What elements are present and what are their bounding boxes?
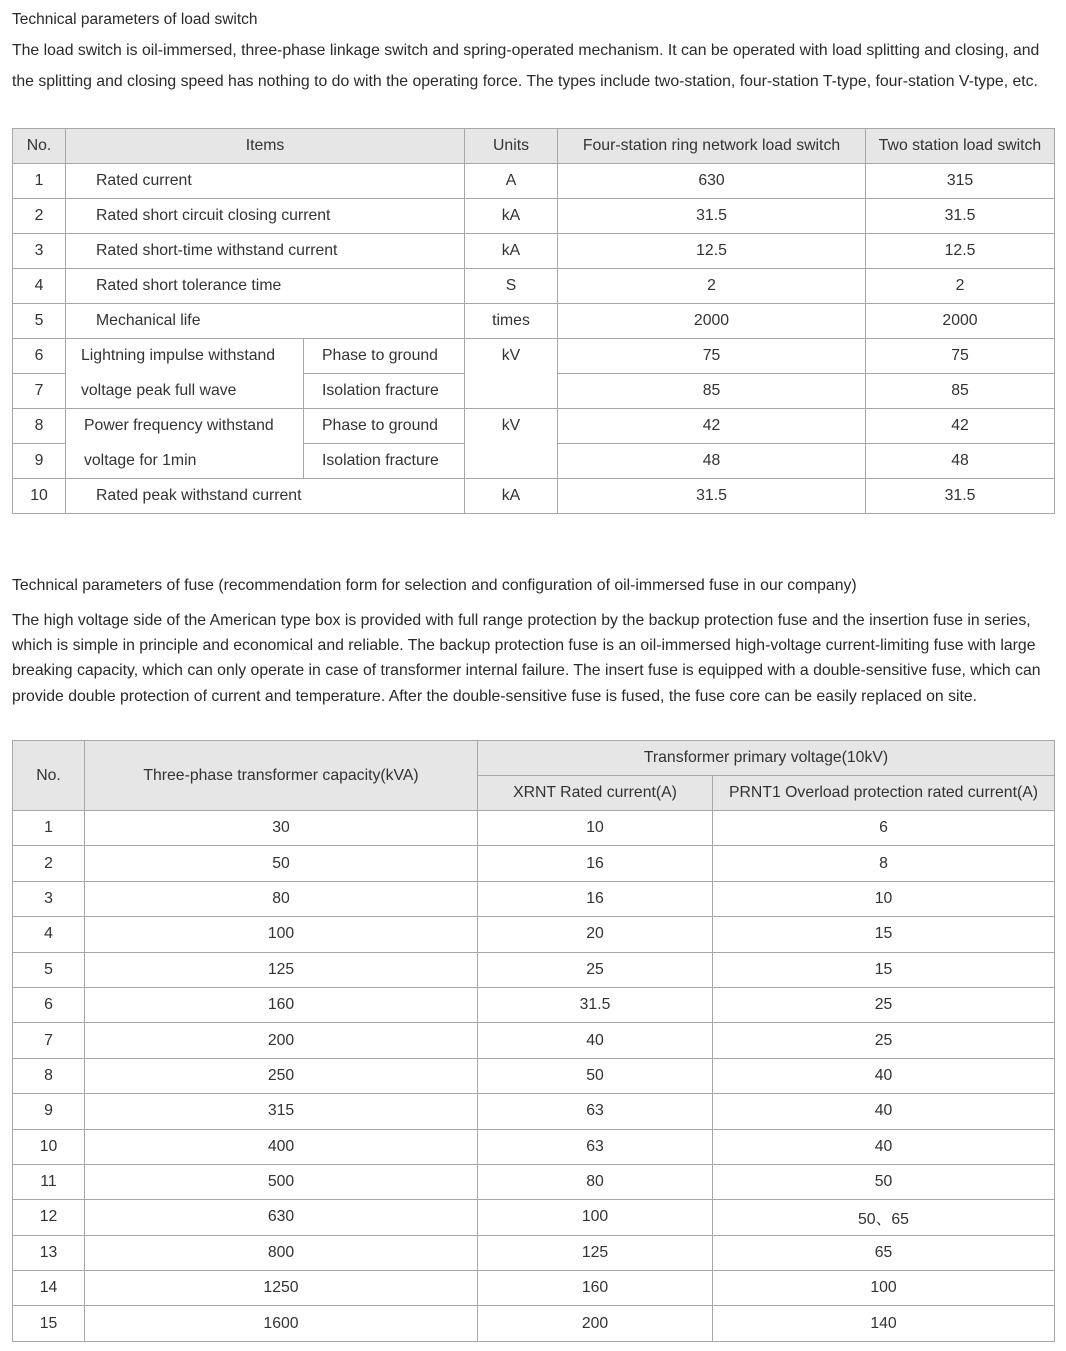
cell-capacity: 100 <box>85 917 478 952</box>
cell-unit: times <box>465 304 558 339</box>
header-primary-voltage: Transformer primary voltage(10kV) <box>478 741 1055 776</box>
table-row <box>13 374 1055 409</box>
table-header-row <box>13 129 1055 164</box>
cell-unit: kA <box>465 199 558 234</box>
cell-two-station: 2000 <box>866 304 1055 339</box>
cell-four-station: 31.5 <box>558 479 866 514</box>
cell-subitem: Phase to ground <box>304 339 465 374</box>
cell-prnt: 40 <box>713 1129 1055 1164</box>
fuse-description: The high voltage side of the American type box is provided with full range protection by the backup protection fuse and the insertion fuse in series, which is simple in principle and economical and reliable. The backup protection fuse is an oil-immersed high-voltage current-limiting fuse with large breaking capacity, which can only operate in case of transformer internal failure. The insert fuse is equipped with a double-sensitive fuse, which can provide double protection of current and temperature. After the double-sensitive fuse is fused, the fuse core can be easily replaced on site. <box>12 612 1041 705</box>
cell-no: 10 <box>13 479 66 514</box>
cell-xrnt: 16 <box>478 881 713 916</box>
header-no: No. <box>13 741 85 811</box>
cell-prnt: 65 <box>713 1235 1055 1270</box>
table-row <box>13 1271 1055 1306</box>
cell-capacity: 30 <box>85 811 478 846</box>
cell-four-station: 12.5 <box>558 234 866 269</box>
cell-capacity: 250 <box>85 1058 478 1093</box>
cell-capacity: 125 <box>85 952 478 987</box>
table-row <box>13 1235 1055 1270</box>
cell-no: 2 <box>13 846 85 881</box>
header-four-station: Four-station ring network load switch <box>558 129 866 164</box>
table-row <box>13 199 1055 234</box>
table-row <box>13 1058 1055 1093</box>
cell-capacity: 80 <box>85 881 478 916</box>
cell-item: Power frequency withstand <box>66 409 304 444</box>
cell-no: 4 <box>13 269 66 304</box>
cell-xrnt: 160 <box>478 1271 713 1306</box>
table-row <box>13 1306 1055 1341</box>
cell-unit <box>465 444 558 479</box>
cell-two-station: 31.5 <box>866 199 1055 234</box>
cell-prnt: 40 <box>713 1094 1055 1129</box>
cell-two-station: 2 <box>866 269 1055 304</box>
cell-item: Rated short-time withstand current <box>66 234 465 269</box>
cell-four-station: 85 <box>558 374 866 409</box>
cell-no: 14 <box>13 1271 85 1306</box>
cell-item: Rated short tolerance time <box>66 269 465 304</box>
cell-unit: kV <box>465 409 558 444</box>
cell-xrnt: 25 <box>478 952 713 987</box>
cell-no: 10 <box>13 1129 85 1164</box>
cell-no: 2 <box>13 199 66 234</box>
table-row <box>13 881 1055 916</box>
cell-unit: kA <box>465 234 558 269</box>
cell-two-station: 31.5 <box>866 479 1055 514</box>
cell-no: 9 <box>13 444 66 479</box>
cell-prnt: 15 <box>713 952 1055 987</box>
table-row <box>13 917 1055 952</box>
table-row <box>13 304 1055 339</box>
cell-prnt: 100 <box>713 1271 1055 1306</box>
table-row <box>13 339 1055 374</box>
cell-two-station: 85 <box>866 374 1055 409</box>
cell-item: voltage for 1min <box>66 444 304 479</box>
cell-no: 6 <box>13 987 85 1022</box>
table-row <box>13 1129 1055 1164</box>
cell-no: 1 <box>13 811 85 846</box>
cell-prnt: 15 <box>713 917 1055 952</box>
table-row <box>13 952 1055 987</box>
cell-two-station: 12.5 <box>866 234 1055 269</box>
header-no: No. <box>13 129 66 164</box>
cell-no: 8 <box>13 409 66 444</box>
table-row <box>13 479 1055 514</box>
cell-capacity: 630 <box>85 1200 478 1235</box>
cell-unit: kA <box>465 479 558 514</box>
cell-no: 13 <box>13 1235 85 1270</box>
cell-xrnt: 63 <box>478 1129 713 1164</box>
cell-unit: A <box>465 164 558 199</box>
cell-no: 7 <box>13 374 66 409</box>
cell-prnt: 8 <box>713 846 1055 881</box>
header-xrnt: XRNT Rated current(A) <box>478 776 713 811</box>
cell-capacity: 160 <box>85 987 478 1022</box>
cell-no: 3 <box>13 881 85 916</box>
cell-subitem: Isolation fracture <box>304 444 465 479</box>
cell-xrnt: 63 <box>478 1094 713 1129</box>
cell-item: Lightning impulse withstand <box>66 339 304 374</box>
table-row <box>13 1200 1055 1235</box>
table-row <box>13 811 1055 846</box>
cell-item: Rated short circuit closing current <box>66 199 465 234</box>
table-row <box>13 269 1055 304</box>
cell-prnt: 25 <box>713 987 1055 1022</box>
cell-item: Rated peak withstand current <box>66 479 465 514</box>
cell-no: 3 <box>13 234 66 269</box>
cell-four-station: 75 <box>558 339 866 374</box>
cell-prnt: 25 <box>713 1023 1055 1058</box>
cell-no: 5 <box>13 304 66 339</box>
cell-prnt: 6 <box>713 811 1055 846</box>
cell-four-station: 2 <box>558 269 866 304</box>
cell-capacity: 315 <box>85 1094 478 1129</box>
table-header-row <box>13 741 1055 776</box>
cell-prnt: 50、65 <box>713 1200 1055 1235</box>
cell-two-station: 42 <box>866 409 1055 444</box>
cell-no: 8 <box>13 1058 85 1093</box>
cell-xrnt: 40 <box>478 1023 713 1058</box>
cell-four-station: 2000 <box>558 304 866 339</box>
cell-no: 9 <box>13 1094 85 1129</box>
cell-prnt: 140 <box>713 1306 1055 1341</box>
cell-four-station: 31.5 <box>558 199 866 234</box>
table-row <box>13 409 1055 444</box>
cell-xrnt: 10 <box>478 811 713 846</box>
load-switch-section-title: Technical parameters of load switch <box>12 11 258 28</box>
cell-no: 11 <box>13 1164 85 1199</box>
cell-prnt: 50 <box>713 1164 1055 1199</box>
cell-two-station: 315 <box>866 164 1055 199</box>
cell-xrnt: 200 <box>478 1306 713 1341</box>
table-row <box>13 164 1055 199</box>
cell-capacity: 400 <box>85 1129 478 1164</box>
load-switch-parameters-table <box>12 128 1055 514</box>
cell-no: 5 <box>13 952 85 987</box>
cell-two-station: 75 <box>866 339 1055 374</box>
table-row <box>13 1023 1055 1058</box>
cell-subitem: Isolation fracture <box>304 374 465 409</box>
header-units: Units <box>465 129 558 164</box>
cell-no: 1 <box>13 164 66 199</box>
table-row <box>13 234 1055 269</box>
cell-four-station: 42 <box>558 409 866 444</box>
cell-capacity: 1250 <box>85 1271 478 1306</box>
cell-capacity: 1600 <box>85 1306 478 1341</box>
cell-xrnt: 80 <box>478 1164 713 1199</box>
header-capacity: Three-phase transformer capacity(kVA) <box>85 741 478 811</box>
cell-xrnt: 50 <box>478 1058 713 1093</box>
cell-no: 4 <box>13 917 85 952</box>
cell-no: 6 <box>13 339 66 374</box>
cell-item: Rated current <box>66 164 465 199</box>
cell-unit <box>465 374 558 409</box>
cell-item: voltage peak full wave <box>66 374 304 409</box>
cell-no: 12 <box>13 1200 85 1235</box>
table-row <box>13 1164 1055 1199</box>
cell-xrnt: 125 <box>478 1235 713 1270</box>
cell-prnt: 40 <box>713 1058 1055 1093</box>
cell-xrnt: 100 <box>478 1200 713 1235</box>
cell-xrnt: 16 <box>478 846 713 881</box>
header-two-station: Two station load switch <box>866 129 1055 164</box>
cell-four-station: 48 <box>558 444 866 479</box>
header-prnt: PRNT1 Overload protection rated current(A) <box>713 776 1055 811</box>
fuse-section-title: Technical parameters of fuse (recommendation form for selection and configuration of oil-immersed fuse in our company) <box>12 577 857 594</box>
cell-capacity: 50 <box>85 846 478 881</box>
cell-capacity: 800 <box>85 1235 478 1270</box>
header-items: Items <box>66 129 465 164</box>
cell-prnt: 10 <box>713 881 1055 916</box>
table-row <box>13 987 1055 1022</box>
load-switch-description: The load switch is oil-immersed, three-phase linkage switch and spring-operated mechanism. It can be operated with load splitting and closing, and the splitting and closing speed has nothing to do with the operating force. The types include two-station, four-station T-type, four-station V-type, etc. <box>12 42 1040 90</box>
cell-unit: S <box>465 269 558 304</box>
cell-four-station: 630 <box>558 164 866 199</box>
table-row <box>13 1094 1055 1129</box>
cell-subitem: Phase to ground <box>304 409 465 444</box>
cell-item: Mechanical life <box>66 304 465 339</box>
cell-xrnt: 20 <box>478 917 713 952</box>
cell-capacity: 200 <box>85 1023 478 1058</box>
table-row <box>13 444 1055 479</box>
cell-capacity: 500 <box>85 1164 478 1199</box>
cell-unit: kV <box>465 339 558 374</box>
table-row <box>13 846 1055 881</box>
cell-no: 7 <box>13 1023 85 1058</box>
cell-xrnt: 31.5 <box>478 987 713 1022</box>
cell-no: 15 <box>13 1306 85 1341</box>
fuse-parameters-table <box>12 740 1055 1342</box>
cell-two-station: 48 <box>866 444 1055 479</box>
